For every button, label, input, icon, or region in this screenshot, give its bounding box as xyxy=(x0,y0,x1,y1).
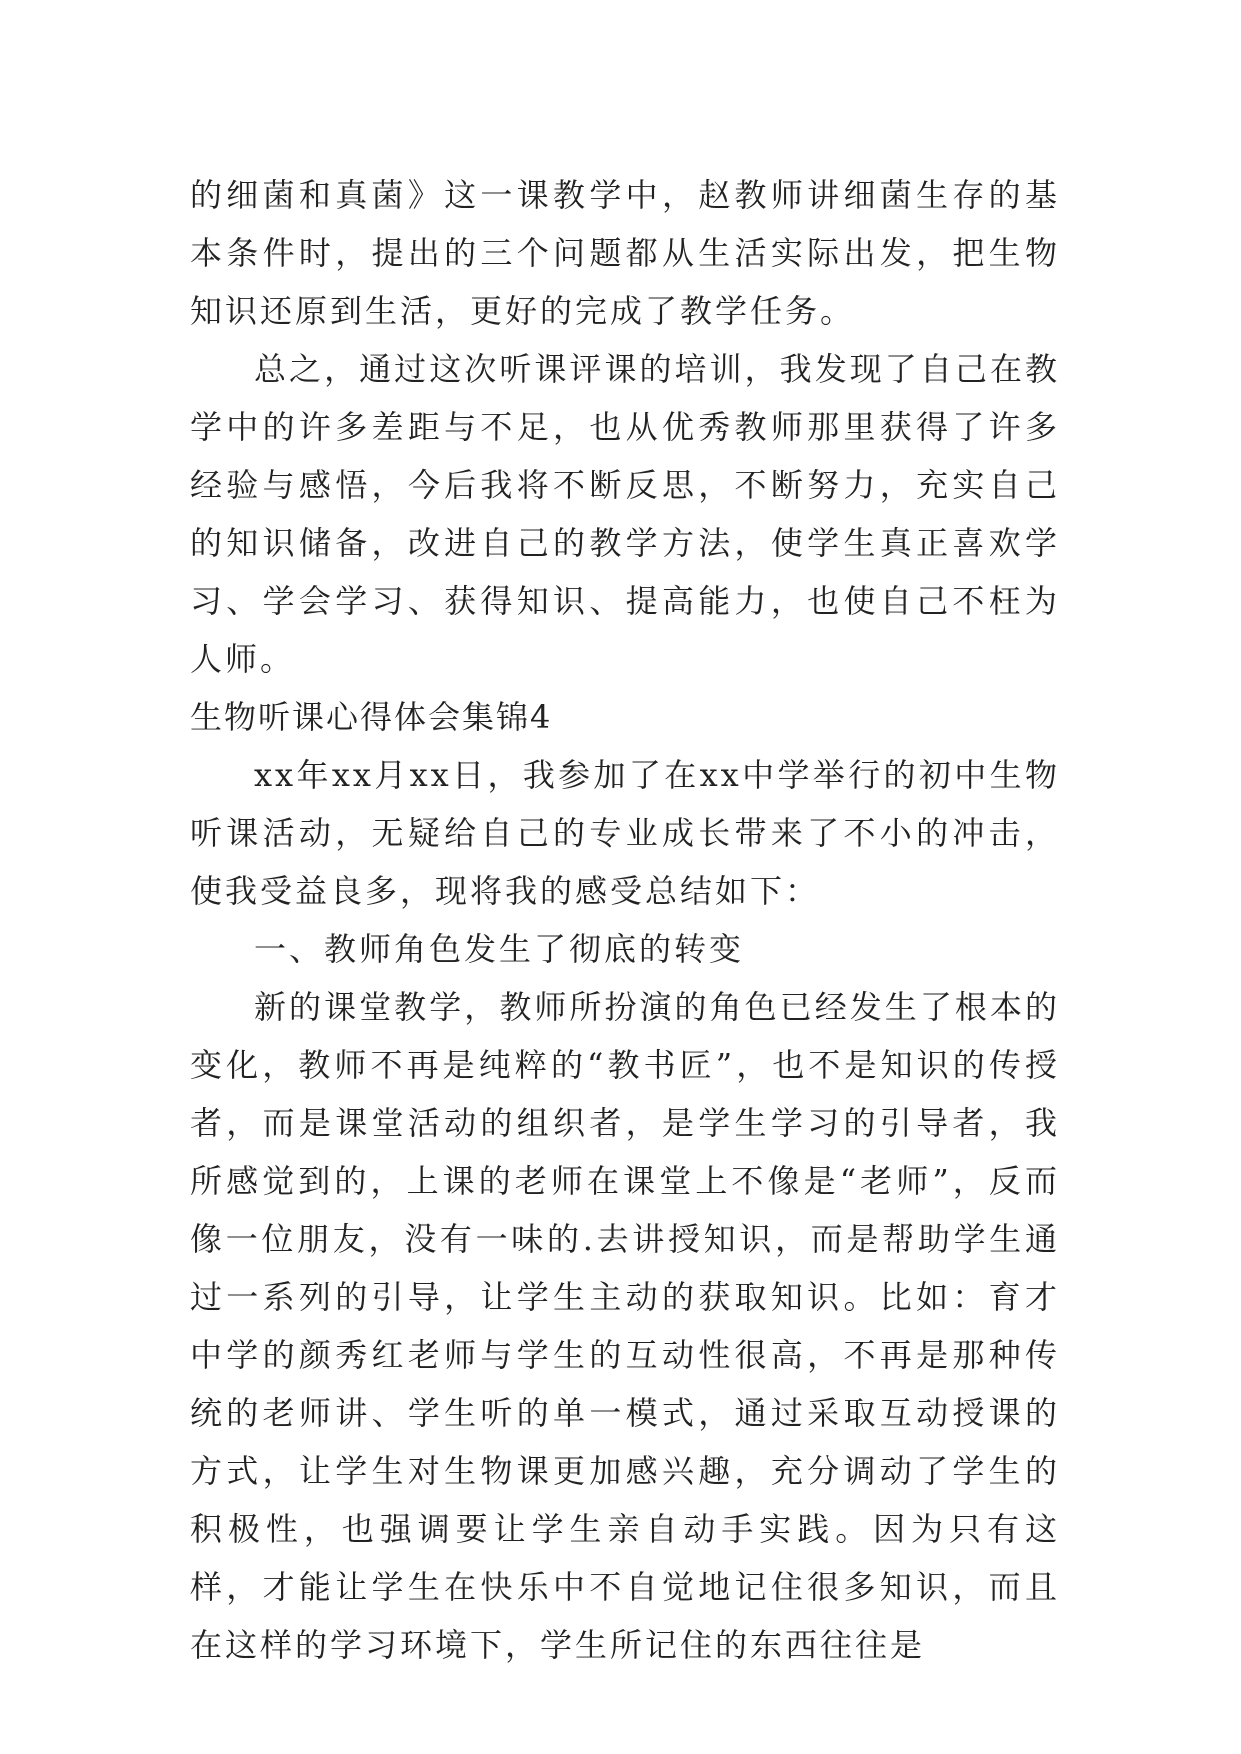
paragraph-subheading: 一、教师角色发生了彻底的转变 xyxy=(254,930,745,968)
paragraph-teacher-role: 新的课堂教学，教师所扮演的角色已经发生了根本的变化，教师不再是纯粹的“教书匠”，也不是知识的传授者，而是课堂活动的组织者，是学生学习的引导者，我所感觉到的，上课的老师在课堂上不像是“老师”，反而像一位朋友，没有一味的.去讲授知识，而是帮助学生通过一系列的引导，让学生主动的获取知识。比如：育才中学的颜秀红老师与学生的互动性很高，不再是那种传统的老师讲、学生听的单一模式，通过采取互动授课的方式，让学生对生物课更加感兴趣，充分调动了学生的积极性，也强调要让学生亲自动手实践。因为只有这样，才能让学生在快乐中不自觉地记住很多知识，而且在这样的学习环境下，学生所记住的东西往往是 xyxy=(190,988,1060,1664)
paragraph-continuation: 的细菌和真菌》这一课教学中，赵教师讲细菌生存的基本条件时，提出的三个问题都从生活实际出发，把生物知识还原到生活，更好的完成了教学任务。 xyxy=(190,176,1060,330)
document-body xyxy=(190,166,1060,1674)
paragraph-summary: 总之，通过这次听课评课的培训，我发现了自己在教学中的许多差距与不足，也从优秀教师那里获得了许多经验与感悟，今后我将不断反思，不断努力，充实自己的知识储备，改进自己的教学方法，使学生真正喜欢学习、学会学习、获得知识、提高能力，也使自己不枉为人师。 xyxy=(190,350,1060,678)
section-heading: 生物听课心得体会集锦4 xyxy=(190,698,553,736)
paragraph-intro: xx年xx月xx日，我参加了在xx中学举行的初中生物听课活动，无疑给自己的专业成长带来了不小的冲击，使我受益良多，现将我的感受总结如下： xyxy=(190,756,1060,910)
